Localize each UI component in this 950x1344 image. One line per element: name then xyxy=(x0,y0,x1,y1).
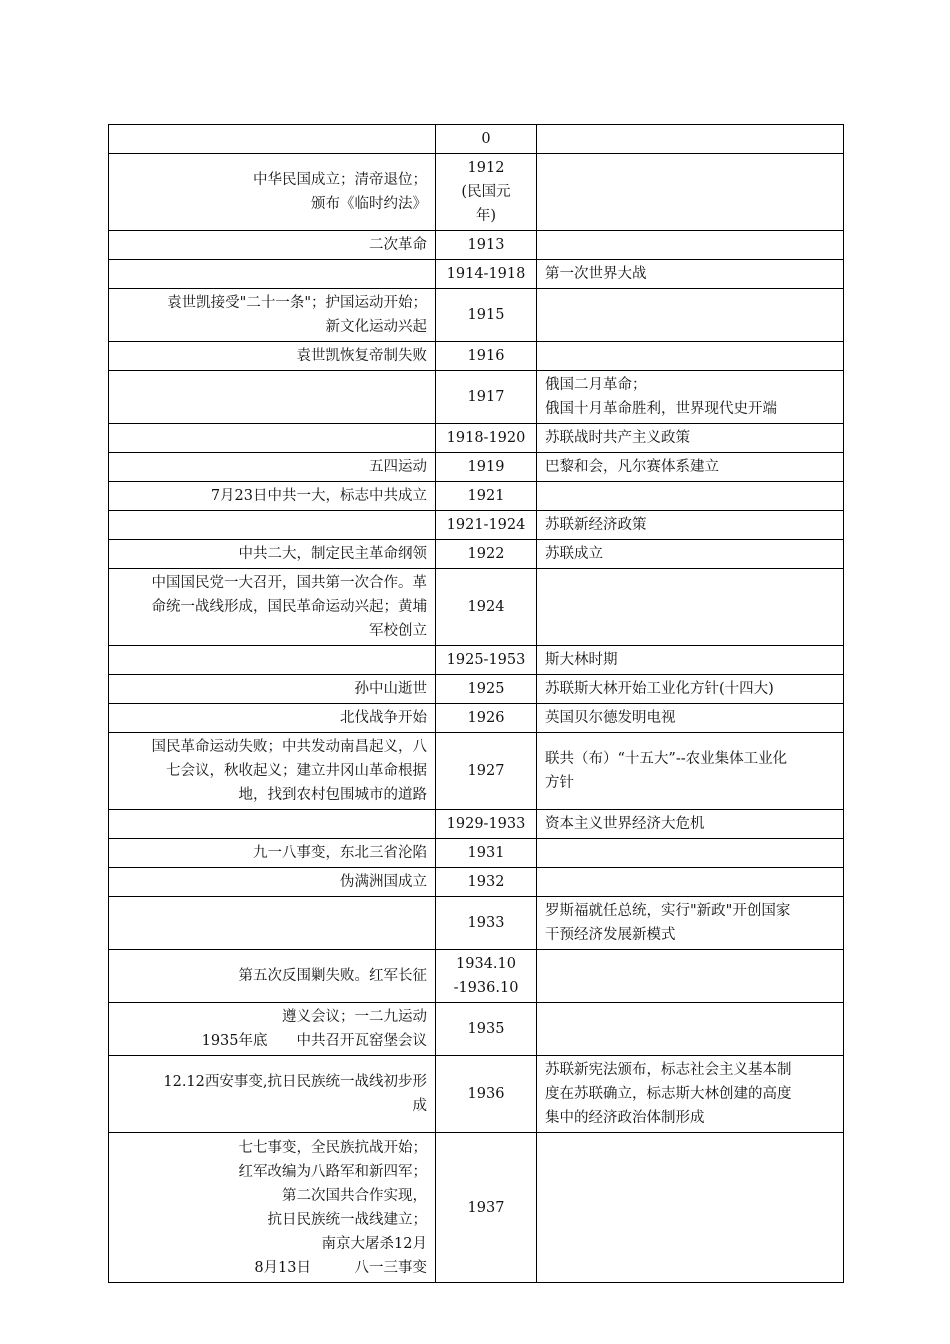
china-event-line: 中国国民党一大召开，国共第一次合作。革 xyxy=(151,575,427,591)
world-event-line: 干预经济发展新模式 xyxy=(545,927,676,943)
china-event-line: 国民革命运动失败；中共发动南昌起义，八 xyxy=(151,739,427,755)
china-event-line: 袁世凯恢复帝制失败 xyxy=(296,348,427,364)
year-cell xyxy=(436,1133,537,1283)
world-event-cell xyxy=(537,540,844,569)
china-event-line: 军校创立 xyxy=(369,623,427,639)
timeline-row xyxy=(109,704,844,733)
china-event-line: 伪满洲国成立 xyxy=(340,874,427,890)
year-line: 0 xyxy=(481,131,491,147)
world-event-cell xyxy=(537,675,844,704)
year-cell xyxy=(436,897,537,950)
world-event-line: 苏联斯大林开始工业化方针(十四大) xyxy=(545,681,774,697)
china-event-cell xyxy=(109,260,436,289)
world-event-cell xyxy=(537,289,844,342)
china-event-line: 抗日民族统一战线建立； xyxy=(267,1211,427,1228)
world-event-cell xyxy=(537,569,844,646)
year-line: 1912 xyxy=(467,160,505,176)
china-event-cell xyxy=(109,839,436,868)
year-cell xyxy=(436,1003,537,1056)
year-cell xyxy=(436,482,537,511)
year-line: 1921-1924 xyxy=(446,517,526,533)
china-event-cell xyxy=(109,342,436,371)
year-cell xyxy=(436,511,537,540)
year-line: 1925 xyxy=(467,681,505,697)
year-line: 1937 xyxy=(467,1199,505,1216)
world-event-cell xyxy=(537,424,844,453)
world-event-cell xyxy=(537,950,844,1003)
year-cell xyxy=(436,569,537,646)
china-event-cell xyxy=(109,424,436,453)
china-event-cell xyxy=(109,1003,436,1056)
china-event-cell xyxy=(109,733,436,810)
timeline-row xyxy=(109,1003,844,1056)
world-event-cell xyxy=(537,810,844,839)
china-event-cell xyxy=(109,511,436,540)
timeline-row xyxy=(109,371,844,424)
world-event-line: 苏联新宪法颁布，标志社会主义基本制 xyxy=(545,1062,792,1078)
china-event-line: 新文化运动兴起 xyxy=(325,319,427,335)
year-line: 1924 xyxy=(467,599,505,615)
year-line: -1936.10 xyxy=(453,980,519,996)
china-event-cell xyxy=(109,125,436,154)
year-line: 1914-1918 xyxy=(446,266,526,282)
year-cell xyxy=(436,231,537,260)
year-cell xyxy=(436,810,537,839)
year-line: 1926 xyxy=(467,710,505,726)
timeline-row xyxy=(109,1133,844,1283)
timeline-row xyxy=(109,154,844,231)
timeline-row xyxy=(109,424,844,453)
year-cell xyxy=(436,704,537,733)
china-event-cell xyxy=(109,371,436,424)
timeline-row xyxy=(109,868,844,897)
timeline-row xyxy=(109,342,844,371)
world-event-cell xyxy=(537,1056,844,1133)
timeline-row xyxy=(109,482,844,511)
china-event-line: 五四运动 xyxy=(369,459,427,475)
timeline-row xyxy=(109,540,844,569)
year-line: 1927 xyxy=(467,763,505,779)
china-event-line: 南京大屠杀12月 xyxy=(321,1235,427,1252)
year-line: 1934.10 xyxy=(456,956,516,972)
world-event-cell xyxy=(537,342,844,371)
year-cell xyxy=(436,540,537,569)
year-line: 1915 xyxy=(467,307,505,323)
world-event-line: 苏联战时共产主义政策 xyxy=(545,430,690,446)
year-cell xyxy=(436,839,537,868)
china-event-line: 二次革命 xyxy=(369,237,427,253)
year-cell xyxy=(436,453,537,482)
china-event-line: 九一八事变，东北三省沦陷 xyxy=(253,845,427,861)
china-event-line: 成 xyxy=(412,1098,427,1114)
china-event-line: 8月13日 八一三事变 xyxy=(254,1259,427,1276)
china-event-line: 第二次国共合作实现， xyxy=(282,1187,427,1204)
world-event-cell xyxy=(537,897,844,950)
world-event-line: 联共（布）“十五大”--农业集体工业化 xyxy=(545,751,788,767)
china-event-line: 七七事变，全民族抗战开始； xyxy=(238,1139,427,1156)
year-line: (民国元 xyxy=(461,184,511,200)
china-event-cell xyxy=(109,868,436,897)
world-event-cell xyxy=(537,231,844,260)
timeline-row xyxy=(109,231,844,260)
world-event-cell xyxy=(537,1133,844,1283)
timeline-row xyxy=(109,646,844,675)
world-event-cell xyxy=(537,733,844,810)
china-event-cell xyxy=(109,950,436,1003)
world-event-line: 集中的经济政治体制形成 xyxy=(545,1110,705,1126)
china-event-cell xyxy=(109,1056,436,1133)
world-event-cell xyxy=(537,453,844,482)
world-event-line: 苏联成立 xyxy=(545,546,603,562)
china-event-line: 七会议，秋收起义；建立井冈山革命根据 xyxy=(166,763,427,779)
year-line: 1929-1933 xyxy=(446,816,526,832)
world-event-line: 度在苏联确立，标志斯大林创建的高度 xyxy=(545,1086,792,1102)
china-event-line: 7月23日中共一大，标志中共成立 xyxy=(210,488,427,504)
year-line: 1918-1920 xyxy=(446,430,526,446)
year-cell xyxy=(436,646,537,675)
year-line: 1935 xyxy=(467,1021,505,1037)
world-event-line: 第一次世界大战 xyxy=(545,266,647,282)
timeline-row xyxy=(109,733,844,810)
year-line: 1922 xyxy=(467,546,505,562)
china-event-cell xyxy=(109,482,436,511)
world-event-cell xyxy=(537,511,844,540)
world-event-cell xyxy=(537,1003,844,1056)
timeline-row xyxy=(109,810,844,839)
world-event-cell xyxy=(537,482,844,511)
timeline-row xyxy=(109,839,844,868)
year-line: 1931 xyxy=(467,845,505,861)
year-line: 1933 xyxy=(467,915,505,931)
world-event-cell xyxy=(537,125,844,154)
year-cell xyxy=(436,125,537,154)
year-line: 1916 xyxy=(467,348,505,364)
timeline-row xyxy=(109,897,844,950)
world-event-line: 资本主义世界经济大危机 xyxy=(545,816,705,832)
china-event-cell xyxy=(109,897,436,950)
china-event-cell xyxy=(109,569,436,646)
china-event-line: 红军改编为八路军和新四军； xyxy=(238,1163,427,1180)
china-event-line: 袁世凯接受"二十一条"；护国运动开始； xyxy=(167,295,427,311)
china-event-cell xyxy=(109,154,436,231)
world-event-cell xyxy=(537,839,844,868)
world-event-cell xyxy=(537,371,844,424)
world-event-cell xyxy=(537,868,844,897)
china-event-cell xyxy=(109,231,436,260)
timeline-body xyxy=(109,125,844,1283)
china-event-line: 命统一战线形成，国民革命运动兴起；黄埔 xyxy=(151,599,427,615)
year-cell xyxy=(436,868,537,897)
china-event-line: 12.12西安事变,抗日民族统一战线初步形 xyxy=(163,1074,427,1090)
year-cell xyxy=(436,289,537,342)
world-event-cell xyxy=(537,260,844,289)
china-event-cell xyxy=(109,810,436,839)
world-event-line: 俄国十月革命胜利，世界现代史开端 xyxy=(545,401,777,417)
world-event-line: 俄国二月革命； xyxy=(545,377,647,393)
china-event-line: 地，找到农村包围城市的道路 xyxy=(238,787,427,803)
world-event-cell xyxy=(537,704,844,733)
year-line: 1925-1953 xyxy=(446,652,526,668)
china-event-line: 颁布《临时约法》 xyxy=(311,196,427,212)
china-event-line: 中华民国成立；清帝退位； xyxy=(253,172,427,188)
world-event-line: 苏联新经济政策 xyxy=(545,517,647,533)
china-event-line: 1935年底 中共召开瓦窑堡会议 xyxy=(201,1033,427,1049)
timeline-row xyxy=(109,1056,844,1133)
china-event-cell xyxy=(109,675,436,704)
timeline-row xyxy=(109,289,844,342)
year-cell xyxy=(436,733,537,810)
timeline-row xyxy=(109,675,844,704)
year-cell xyxy=(436,154,537,231)
year-line: 1919 xyxy=(467,459,505,475)
world-event-line: 巴黎和会，凡尔赛体系建立 xyxy=(545,459,719,475)
timeline-row xyxy=(109,950,844,1003)
world-event-line: 罗斯福就任总统，实行"新政"开创国家 xyxy=(545,903,791,919)
china-event-line: 孙中山逝世 xyxy=(354,681,427,697)
year-cell xyxy=(436,675,537,704)
china-event-cell xyxy=(109,1133,436,1283)
year-cell xyxy=(436,260,537,289)
china-event-cell xyxy=(109,453,436,482)
world-event-line: 方针 xyxy=(545,775,574,791)
year-cell xyxy=(436,371,537,424)
china-event-cell xyxy=(109,646,436,675)
world-event-cell xyxy=(537,646,844,675)
year-cell xyxy=(436,424,537,453)
china-event-line: 中共二大，制定民主革命纲领 xyxy=(238,546,427,562)
china-event-line: 北伐战争开始 xyxy=(340,710,427,726)
timeline-row xyxy=(109,511,844,540)
year-cell xyxy=(436,1056,537,1133)
year-line: 1917 xyxy=(467,389,505,405)
china-event-cell xyxy=(109,540,436,569)
china-event-line: 遵义会议；一二九运动 xyxy=(282,1009,427,1025)
world-event-cell xyxy=(537,154,844,231)
timeline-row xyxy=(109,260,844,289)
year-line: 1936 xyxy=(467,1086,505,1102)
timeline-row xyxy=(109,569,844,646)
year-cell xyxy=(436,950,537,1003)
year-line: 1932 xyxy=(467,874,505,890)
year-line: 1921 xyxy=(467,488,505,504)
china-event-line: 第五次反围剿失败。红军长征 xyxy=(238,968,427,984)
china-event-cell xyxy=(109,704,436,733)
year-line: 年) xyxy=(475,208,497,224)
world-event-line: 斯大林时期 xyxy=(545,652,618,668)
world-event-line: 英国贝尔德发明电视 xyxy=(545,710,676,726)
timeline-row xyxy=(109,453,844,482)
year-line: 1913 xyxy=(467,237,505,253)
history-timeline-table xyxy=(108,124,844,1283)
china-event-cell xyxy=(109,289,436,342)
year-cell xyxy=(436,342,537,371)
timeline-row xyxy=(109,125,844,154)
